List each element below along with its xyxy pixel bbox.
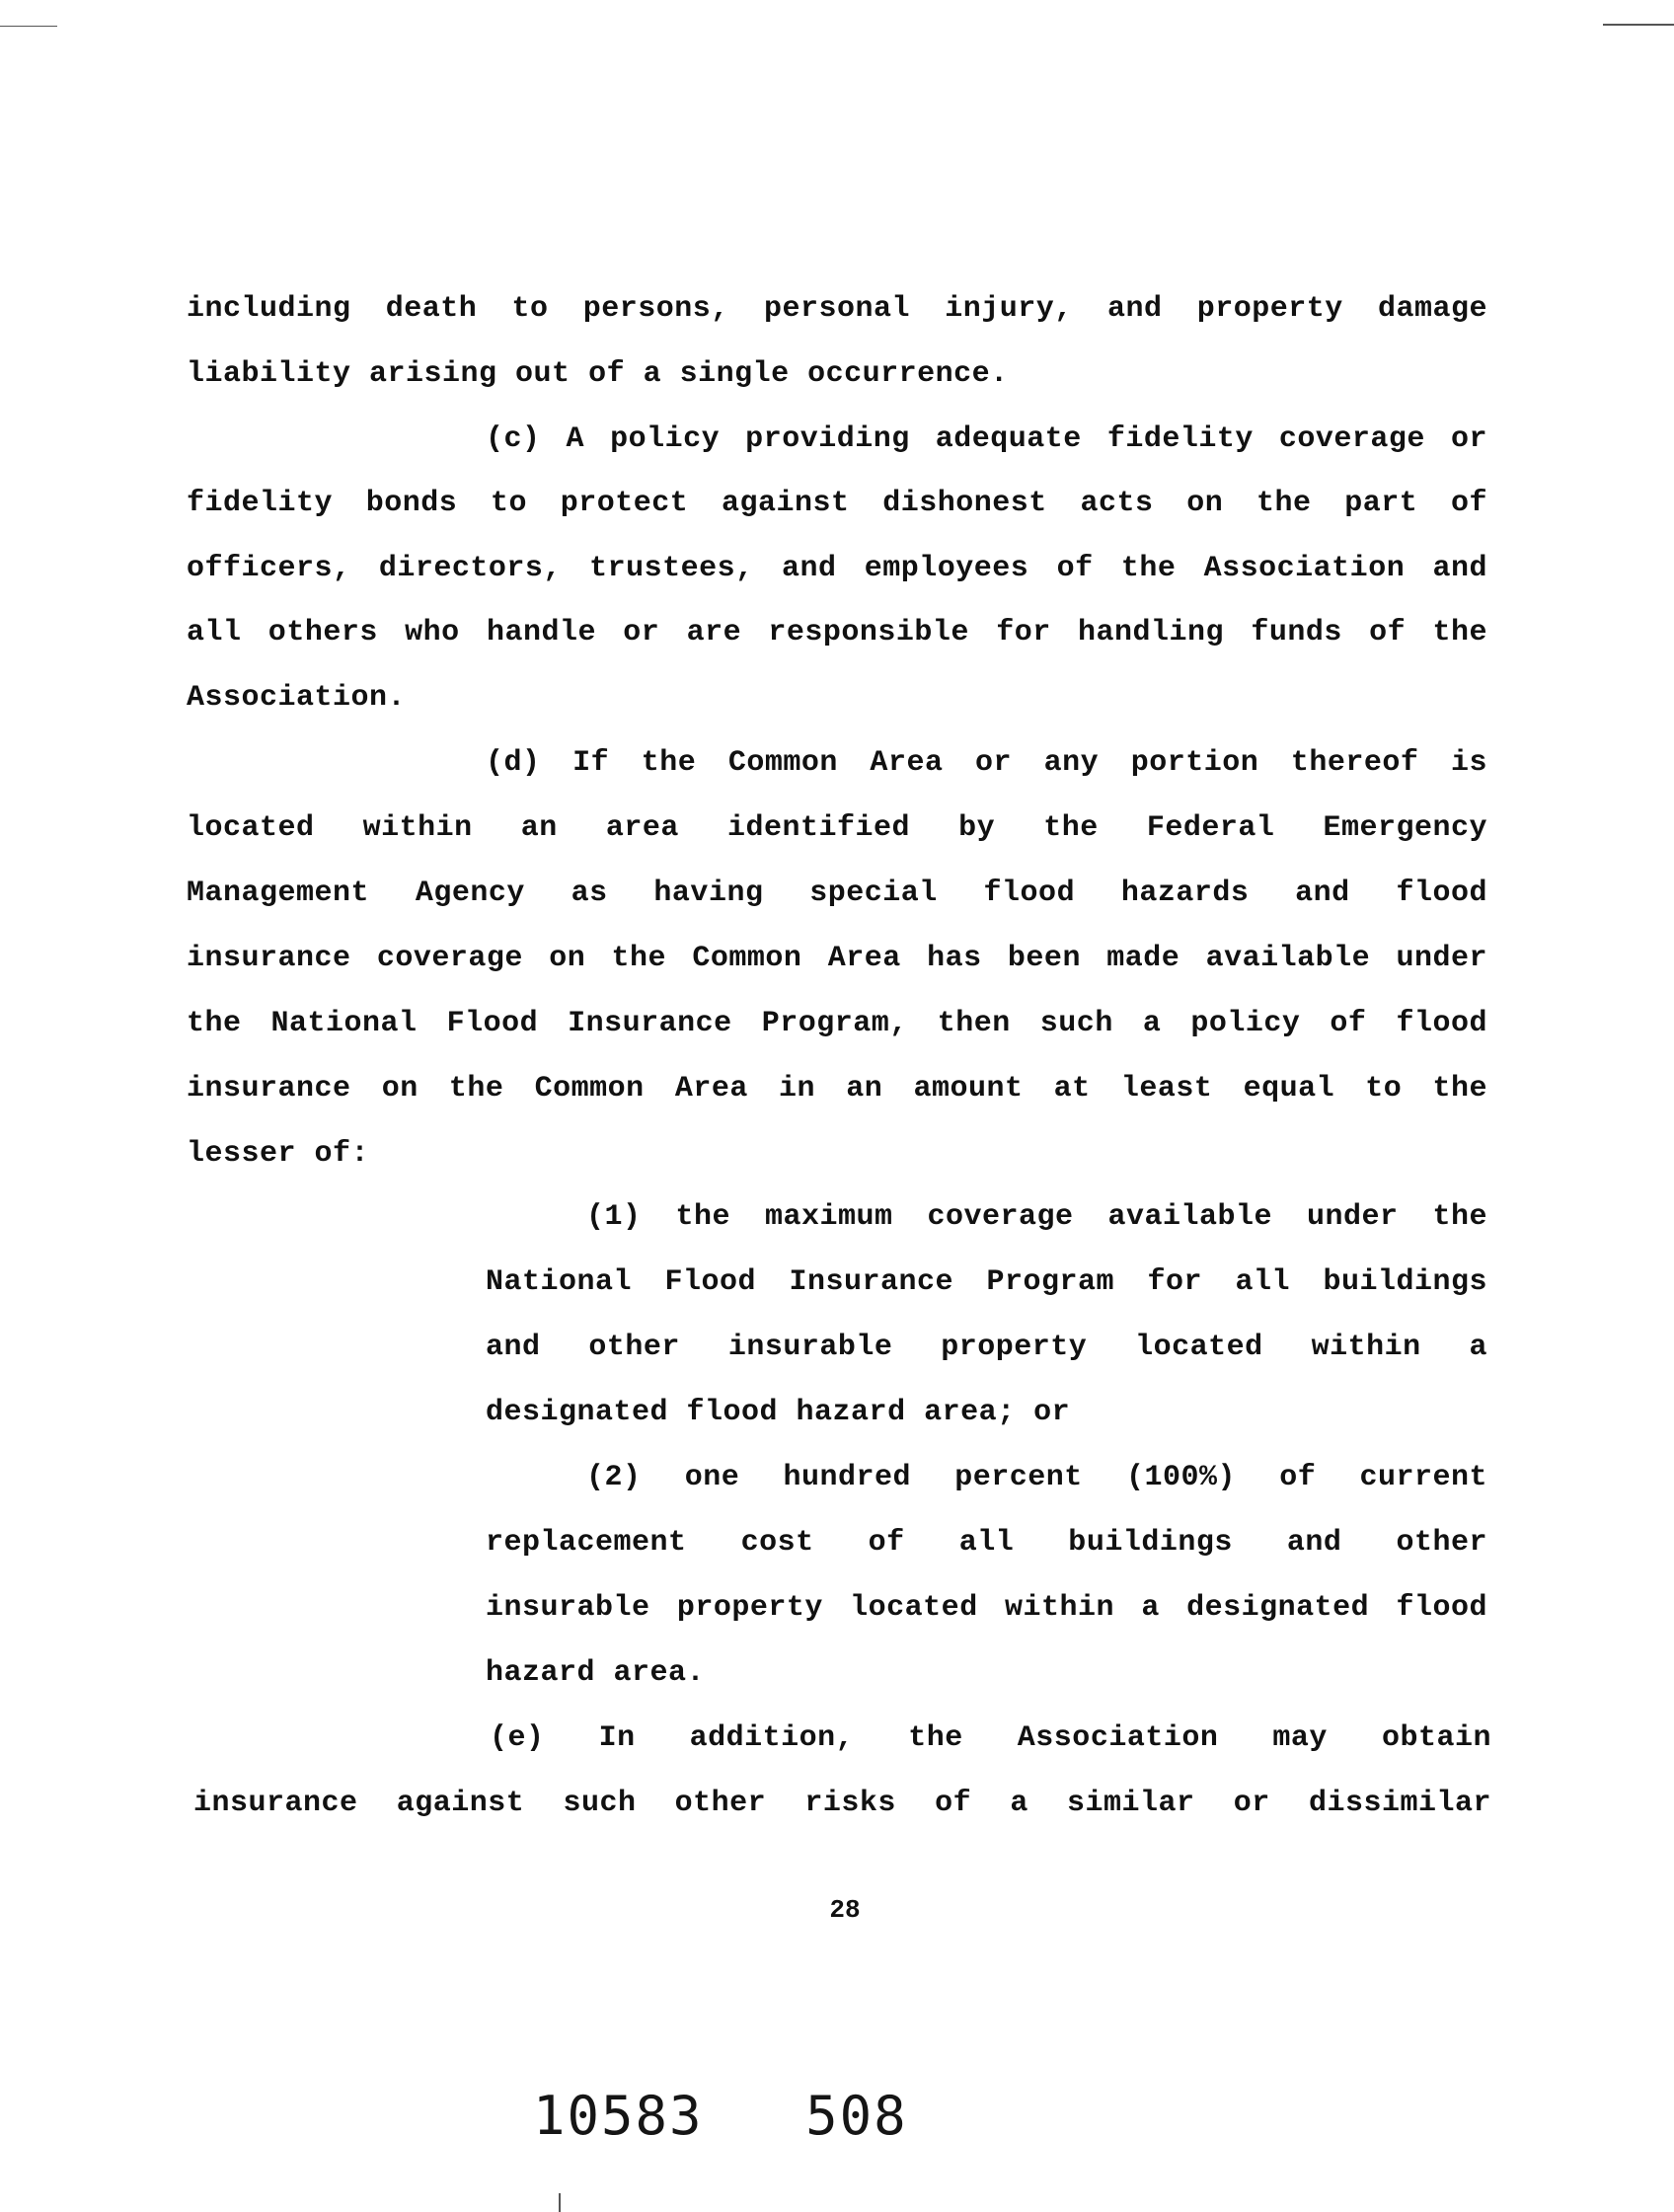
scan-mark-bottom [559, 2193, 561, 2212]
text-line-9: located within an area identified by the Federal Emergency [187, 811, 1487, 845]
text-line-22: hazard area. [486, 1656, 706, 1690]
text-line-17: and other insurable property located within a [486, 1331, 1487, 1364]
scan-mark-top-right [1603, 24, 1674, 26]
text-line-20: replacement cost of all buildings and other [486, 1526, 1487, 1560]
text-line-12: the National Flood Insurance Program, then such a policy of flood [187, 1007, 1487, 1040]
text-line-23: (e) In addition, the Association may obtain [490, 1721, 1491, 1755]
text-line-8: (d) If the Common Area or any portion thereof is [486, 746, 1487, 780]
text-line-6: all others who handle or are responsible for handling funds of the [187, 616, 1487, 649]
text-line-13: insurance on the Common Area in an amount at least equal to the [187, 1072, 1487, 1106]
text-line-4: fidelity bonds to protect against dishonest acts on the part of [187, 487, 1487, 520]
text-line-14: lesser of: [187, 1137, 370, 1171]
text-line-2: liability arising out of a single occurrence. [187, 357, 1009, 391]
text-line-7: Association. [187, 681, 407, 715]
text-line-15: (1) the maximum coverage available under the [586, 1200, 1487, 1234]
text-line-24: insurance against such other risks of a similar or dissimilar [193, 1787, 1491, 1820]
text-line-11: insurance coverage on the Common Area has been made available under [187, 942, 1487, 975]
text-line-3: (c) A policy providing adequate fidelity coverage or [486, 422, 1487, 456]
text-line-16: National Flood Insurance Program for all buildings [486, 1265, 1487, 1299]
text-line-5: officers, directors, trustees, and employees of the Association and [187, 552, 1487, 585]
text-line-19: (2) one hundred percent (100%) of current [586, 1461, 1487, 1494]
text-line-10: Management Agency as having special flood hazards and flood [187, 877, 1487, 910]
text-line-18: designated flood hazard area; or [486, 1396, 1071, 1429]
book-page-stamp: 10583 508 [533, 2085, 908, 2147]
text-line-21: insurable property located within a designated flood [486, 1591, 1487, 1625]
page-number: 28 [829, 1895, 861, 1925]
text-line-1: including death to persons, personal injury, and property damage [187, 292, 1487, 326]
scan-mark-top-left [0, 26, 57, 27]
